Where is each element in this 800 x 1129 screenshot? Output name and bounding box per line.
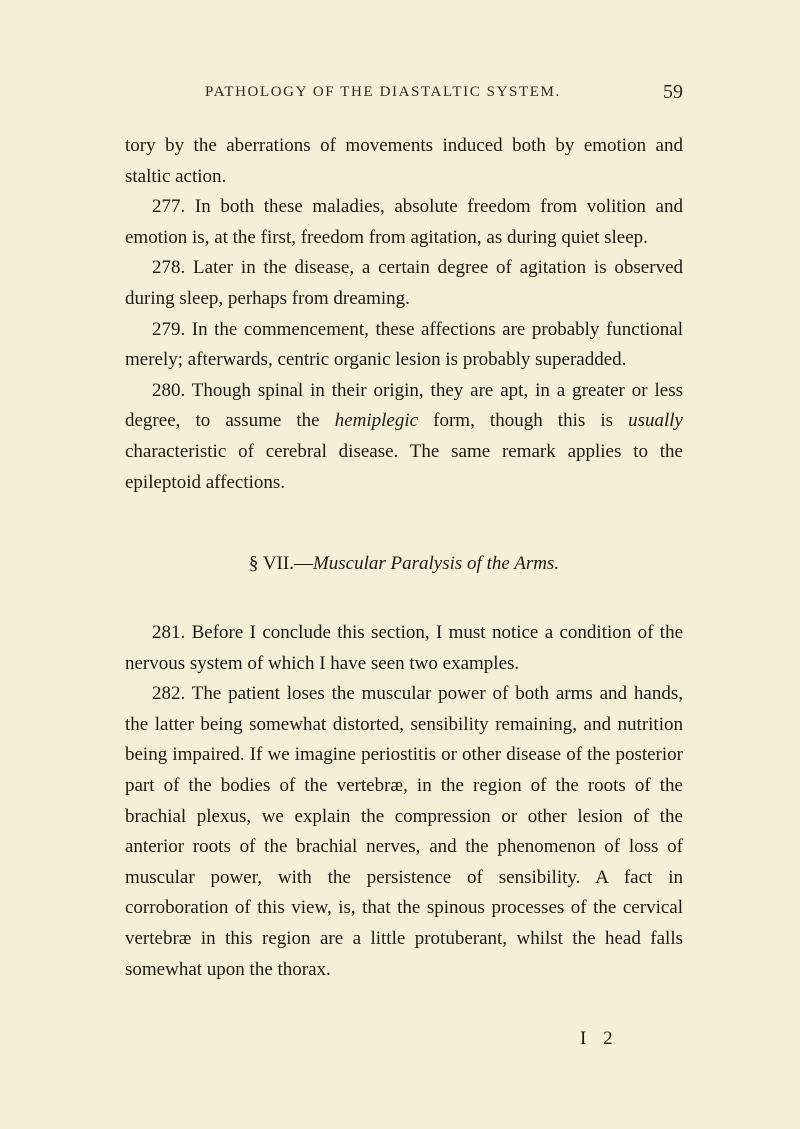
signature-mark: I 2: [580, 1028, 619, 1049]
paragraph-278: 278. Later in the disease, a certain degree of agitation is observed during sleep, perhaps from dreaming.: [125, 257, 683, 309]
page-number: 59: [663, 81, 683, 103]
paragraph-280-part2: form, though this is: [418, 410, 629, 432]
paragraph-continuation: tory by the aberrations of movements induced both by emotion and staltic action.: [125, 135, 683, 187]
paragraph-277: 277. In both these maladies, absolute freedom from volition and emotion is, at the first, freedom from agitation, as during quiet sleep.: [125, 196, 683, 248]
paragraph-281: 281. Before I conclude this section, I must notice a condition of the nervous system of which I have seen two examples.: [125, 622, 683, 674]
section-title: Muscular Paralysis of the Arms.: [312, 553, 560, 574]
running-head: [125, 81, 683, 108]
section-heading: [125, 553, 683, 575]
paragraph-280-part3: characteristic of cerebral disease. The same remark applies to the epileptoid affections.: [125, 440, 683, 493]
paragraph-280-italic-hemiplegic: hemiplegic: [334, 410, 419, 432]
paragraph-282: 282. The patient loses the muscular power of both arms and hands, the latter being somewhat distorted, sensibility remaining, and nutrition being impaired. If we imagine periostitis or other disease of the posterior part of the bodies of the vertebræ, in the region of the roots of the brachial plexus, we explain the compression or other lesion of the anterior roots of the brachial nerves, and the phenomenon of loss of muscular power, with the persistence of sensibility. A fact in corroboration of this view, is, that the spinous processes of the cervical vertebræ in this region are a little protuberant, whilst the head falls somewhat upon the thorax.: [125, 683, 683, 980]
paragraph-280: [125, 376, 683, 498]
section-number: § VII.—: [248, 553, 313, 574]
running-title: PATHOLOGY OF THE DIASTALTIC SYSTEM.: [205, 84, 561, 100]
paragraph-280-italic-usually: usually: [628, 410, 683, 432]
paragraph-280-part1: 280. Though spinal in their origin, they are apt, in a greater or less degree, to assume the: [125, 379, 683, 432]
body-text-upper: [125, 131, 683, 498]
paragraph-279: 279. In the commencement, these affections are probably functional merely; afterwards, centric organic lesion is probably superadded.: [125, 318, 683, 371]
body-text-lower: [125, 618, 683, 985]
